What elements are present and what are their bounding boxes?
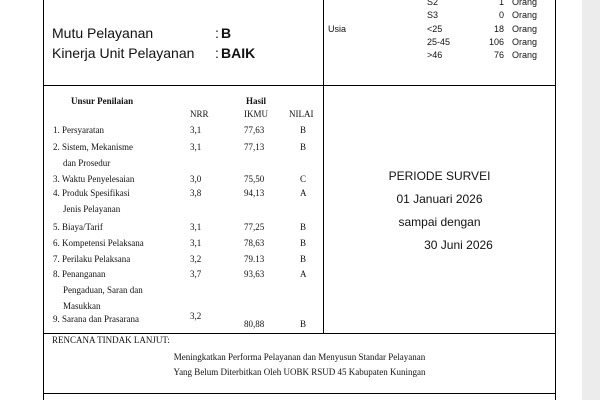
- summary-bottom-rule: [43, 85, 556, 86]
- demographic-label: 25-45: [427, 37, 451, 47]
- header-unsur-penilaian: Unsur Penilaian: [71, 96, 134, 106]
- demographic-unit: Orang: [512, 50, 538, 60]
- unsur-label: 7. Perilaku Pelaksana: [53, 254, 131, 264]
- demographic-unit: Orang: [512, 24, 538, 34]
- ikmu-value: 94,13: [244, 188, 265, 198]
- demographic-count: 18: [493, 24, 504, 34]
- periode-middle: sampai dengan: [398, 215, 481, 229]
- ikmu-value: 93,63: [244, 269, 265, 279]
- demographic-label: <25: [427, 24, 443, 34]
- nilai-value: B: [300, 142, 307, 152]
- demographic-label: S3: [427, 10, 439, 20]
- demographic-unit: Orang: [512, 10, 538, 20]
- kinerja-value: BAIK: [221, 45, 256, 61]
- demographic-unit: Orang: [512, 0, 538, 7]
- header-nrr: NRR: [190, 109, 209, 119]
- mutu-pelayanan-label: Mutu Pelayanan: [52, 25, 154, 41]
- periode-title: PERIODE SURVEI: [388, 169, 491, 183]
- ikmu-value: 77,13: [244, 142, 265, 152]
- right-scroll-area: [582, 0, 600, 400]
- unsur-label: 4. Produk Spesifikasi: [53, 188, 130, 198]
- unsur-label: 8. Penanganan: [53, 269, 106, 279]
- ikmu-value: 80,88: [244, 319, 265, 329]
- nrr-value: 3,0: [190, 174, 202, 184]
- kinerja-colon: :: [215, 45, 219, 61]
- nrr-value: 3,1: [190, 125, 202, 135]
- demographic-count: 1: [498, 0, 504, 7]
- unsur-label: 1. Persyaratan: [53, 125, 104, 135]
- ikmu-value: 79.13: [244, 254, 265, 264]
- nilai-value: B: [300, 254, 307, 264]
- ikmu-value: 75,50: [244, 174, 265, 184]
- usia-label: Usia: [328, 24, 347, 34]
- nrr-value: 3,2: [190, 254, 202, 264]
- nilai-value: C: [300, 174, 307, 184]
- nilai-value: B: [300, 125, 307, 135]
- rencana-top-rule: [43, 333, 556, 334]
- nrr-value: 3,7: [190, 269, 202, 279]
- page-bottom-rule: [43, 393, 556, 394]
- nilai-value: B: [300, 222, 307, 232]
- nrr-value: 3,1: [190, 238, 202, 248]
- unsur-label-cont: Pengaduan, Saran dan: [63, 285, 143, 295]
- demographic-count: 106: [488, 37, 504, 47]
- nrr-value: 3,8: [190, 188, 202, 198]
- header-hasil: Hasil: [246, 96, 267, 106]
- demographic-count: 76: [493, 50, 504, 60]
- demographic-count: 0: [498, 10, 504, 20]
- unsur-label-cont: Jenis Pelayanan: [63, 204, 121, 214]
- ikmu-value: 77,25: [244, 222, 265, 232]
- unsur-label-cont: Masukkan: [63, 301, 101, 311]
- rencana-label: RENCANA TINDAK LANJUT:: [52, 335, 170, 345]
- header-nilai: NILAI: [289, 109, 314, 119]
- demographic-label: >46: [427, 50, 443, 60]
- nilai-value: B: [300, 238, 307, 248]
- nilai-value: A: [300, 188, 307, 198]
- mutu-colon: :: [215, 25, 219, 41]
- left-border: [43, 0, 44, 400]
- right-border: [555, 0, 556, 400]
- demographic-label: S2: [427, 0, 439, 7]
- header-ikmu: IKMU: [244, 109, 268, 119]
- periode-end: 30 Juni 2026: [424, 238, 493, 252]
- mutu-pelayanan-value: B: [221, 25, 232, 41]
- nrr-value: 3,1: [190, 142, 202, 152]
- unsur-label: 6. Kompetensi Pelaksana: [53, 238, 144, 248]
- ikmu-value: 77,63: [244, 125, 265, 135]
- unsur-label: 2. Sistem, Mekanisme: [53, 142, 133, 152]
- rencana-line-1: Meningkatkan Performa Pelayanan dan Menyusun Standar Pelayanan: [173, 352, 426, 362]
- nilai-value: B: [300, 319, 307, 329]
- unsur-label: 9. Sarana dan Prasarana: [53, 314, 139, 324]
- periode-start: 01 Januari 2026: [396, 192, 483, 206]
- unsur-label: 5. Biaya/Tarif: [53, 222, 103, 232]
- nilai-value: A: [300, 269, 307, 279]
- kinerja-label: Kinerja Unit Pelayanan: [52, 45, 195, 61]
- unsur-label: 3. Waktu Penyelesaian: [53, 174, 135, 184]
- nrr-value: 3,1: [190, 222, 202, 232]
- ikmu-value: 78,63: [244, 238, 265, 248]
- center-divider: [323, 0, 324, 333]
- rencana-line-2: Yang Belum Diterbitkan Oleh UOBK RSUD 45 Kabupaten Kuningan: [173, 367, 426, 377]
- unsur-label-cont: dan Prosedur: [63, 158, 111, 168]
- nrr-value: 3,2: [190, 311, 202, 321]
- demographic-unit: Orang: [512, 37, 538, 47]
